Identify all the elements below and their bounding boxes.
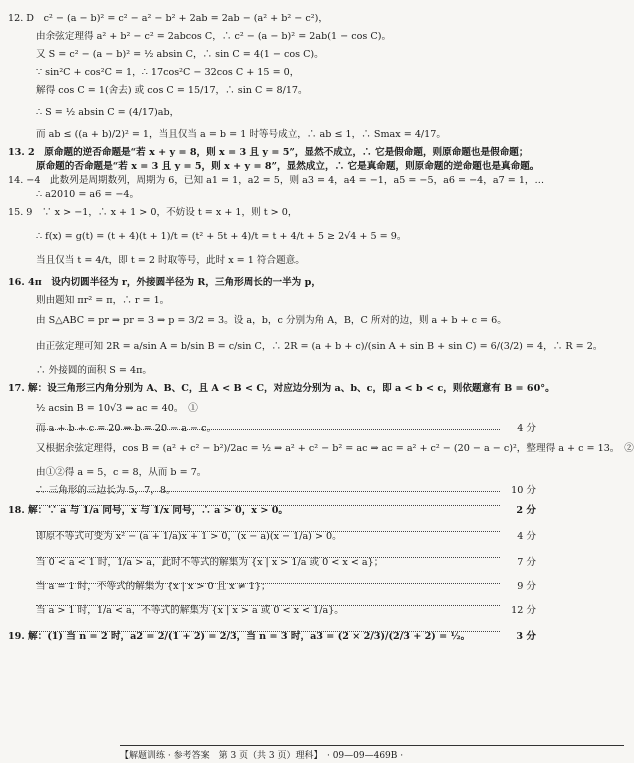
- solution-text: 而 a + b + c = 20 ⇒ b = 20 − a − c。: [36, 423, 217, 434]
- solution-line: [8, 382, 555, 396]
- solution-line: [8, 498, 546, 524]
- solution-line: [8, 30, 546, 44]
- solution-line: [8, 66, 546, 80]
- solution-line: [8, 624, 546, 650]
- solution-line: [8, 102, 546, 124]
- score-mark: 4 分: [513, 422, 536, 436]
- solution-line: [8, 8, 546, 30]
- solution-text: 14. −4 此数列是周期数列，周期为 6，已知 a1 = 1，a2 = 5，则 a3 = 4，a4 = −1，a5 = −5，a6 = −4，a7 = 1，…: [8, 175, 545, 186]
- dotted-leader: [36, 491, 500, 492]
- solution-line: [8, 598, 546, 624]
- dotted-leader: [36, 557, 500, 558]
- solution-line: [8, 44, 546, 66]
- dotted-leader: [36, 505, 500, 506]
- solution-text: ∴ f(x) = g(t) = (t + 4)(t + 1)/t = (t² + 5t + 4)/t = t + 4/t + 5 ≥ 2√4 + 5 = 9。: [36, 231, 407, 242]
- score-mark: 3 分: [512, 624, 536, 650]
- solution-line: [8, 334, 603, 360]
- score-mark: 4 分: [513, 524, 536, 550]
- solution-text: ½ acsin B = 10√3 ⇒ ac = 40。 ①: [36, 403, 198, 414]
- solution-line: [8, 80, 546, 102]
- solution-line: [8, 124, 546, 146]
- solution-line: [8, 160, 546, 174]
- solution-text: ∴ a2010 = a6 = −4。: [36, 189, 140, 200]
- solution-line: [8, 436, 634, 462]
- solution-text: 当 a = 1 时，不等式的解集为 {x | x > 0 且 x ≠ 1}；: [36, 581, 271, 592]
- solution-line: [8, 308, 546, 334]
- dotted-leader: [36, 631, 500, 632]
- solution-line: [8, 484, 546, 498]
- solution-line: [8, 422, 546, 436]
- score-mark: 7 分: [513, 550, 536, 576]
- solution-text: 原命题的否命题是“若 x = 3 且 y = 5，则 x + y = 8”，显然成立，∴ 它是真命题，则原命题的逆命题也是真命题。: [36, 161, 540, 172]
- solution-text: 15. 9 ∵ x > −1，∴ x + 1 > 0，不妨设 t = x + 1，则 t > 0，: [8, 207, 298, 218]
- solution-text: ∵ sin²C + cos²C = 1，∴ 17cos²C − 32cos C + 15 = 0，: [36, 67, 300, 78]
- solution-text: ∴ 外接圆的面积 S = 4π。: [36, 365, 152, 376]
- solution-line: [8, 550, 546, 576]
- solution-text: 则由题知 πr² = π，∴ r = 1。: [36, 295, 170, 306]
- dotted-leader: [36, 583, 500, 584]
- solution-text: 19. 解：(1) 当 n = 2 时，a2 = 2/(1 + 2) = 2/3，当 n = 3 时，a3 = (2 × 2/3)/(2/3 + 2) = ½。: [8, 631, 471, 642]
- solution-line: [8, 188, 546, 202]
- solution-line: [8, 576, 546, 598]
- solution-text: 又 S = c² − (a − b)² = ½ absin C，∴ sin C = 4(1 − cos C)。: [36, 49, 324, 60]
- solution-line: [8, 224, 546, 250]
- solution-text: 当 0 < a < 1 时，1/a > a，此时不等式的解集为 {x | x > 1/a 或 0 < x < a}；: [36, 557, 384, 568]
- score-mark: 2 分: [512, 498, 536, 524]
- solution-text: 而 ab ≤ ((a + b)/2)² = 1，当且仅当 a = b = 1 时等号成立，∴ ab ≤ 1，∴ Smax = 4/17。: [36, 129, 446, 140]
- solution-text: 13. 2 原命题的逆否命题是“若 x + y = 8，则 x = 3 且 y = 5”，显然不成立，∴ 它是假命题，则原命题也是假命题；: [8, 147, 529, 158]
- solution-text: 12. D c² − (a − b)² = c² − a² − b² + 2ab = 2ab − (a² + b² − c²)，: [8, 13, 328, 24]
- solution-text: 17. 解：设三角形三内角分别为 A、B、C，且 A < B < C，对应边分别为 a、b、c，即 a < b < c，则依题意有 B = 60°。: [8, 383, 555, 394]
- solution-line: [8, 202, 546, 224]
- solution-line: [8, 272, 546, 294]
- solution-line: [8, 174, 546, 188]
- solution-line: [8, 250, 546, 272]
- solution-text: 18. 解：∵ a 与 1/a 同号，x 与 1/x 同号，∴ a > 0，x > 0。: [8, 505, 289, 516]
- solution-line: [8, 360, 546, 382]
- solution-line: [8, 294, 546, 308]
- dotted-leader: [36, 531, 500, 532]
- page-footer: 【解题训练 · 参考答案 第 3 页（共 3 页）理科】 · 09—09—469B ·: [120, 745, 624, 761]
- solution-line: [8, 462, 546, 484]
- solution-text: 即原不等式可变为 x² − (a + 1/a)x + 1 > 0，(x − a)(x − 1/a) > 0。: [36, 531, 342, 542]
- solution-text: 又根据余弦定理得，cos B = (a² + c² − b²)/2ac = ½ ⇒ a² + c² − b² = ac ⇒ ac = a² + c² − (20 − a − c)²，整理得 a + c = 13。 ②: [36, 443, 634, 454]
- solution-line: [8, 396, 546, 422]
- solution-text: 由余弦定理得 a² + b² − c² = 2abcos C，∴ c² − (a − b)² = 2ab(1 − cos C)。: [36, 31, 392, 42]
- solution-text: 由 S△ABC = pr ⇒ pr = 3 ⇒ p = 3/2 = 3。设 a，b，c 分别为角 A，B，C 所对的边，则 a + b + c = 6。: [36, 315, 507, 326]
- solution-line: [8, 146, 546, 160]
- solution-text: 当 a > 1 时，1/a < a，不等式的解集为 {x | x > a 或 0 < x < 1/a}。: [36, 605, 344, 616]
- dotted-leader: [36, 605, 500, 606]
- solution-text: ∴ S = ½ absin C = (4/17)ab，: [36, 107, 180, 118]
- solution-text: 16. 4π 设内切圆半径为 r，外接圆半径为 R，三角形周长的一半为 p，: [8, 277, 321, 288]
- dotted-leader: [36, 429, 500, 430]
- solution-text: 由①②得 a = 5，c = 8，从而 b = 7。: [36, 467, 207, 478]
- score-mark: 9 分: [513, 576, 536, 598]
- solution-text: 由正弦定理可知 2R = a/sin A = b/sin B = c/sin C，∴ 2R = (a + b + c)/(sin A + sin B + sin C) = 6/(3/2) = 4，∴ R = 2。: [36, 341, 603, 352]
- solution-text: 解得 cos C = 1(舍去) 或 cos C = 15/17，∴ sin C = 8/17。: [36, 85, 308, 96]
- score-mark: 10 分: [507, 484, 536, 498]
- solution-line: [8, 524, 546, 550]
- score-mark: 12 分: [507, 598, 536, 624]
- solution-text: ∴ 三角形的三边长为 5，7，8。: [36, 485, 176, 496]
- solution-text: 当且仅当 t = 4/t，即 t = 2 时取等号，此时 x = 1 符合题意。: [36, 255, 305, 266]
